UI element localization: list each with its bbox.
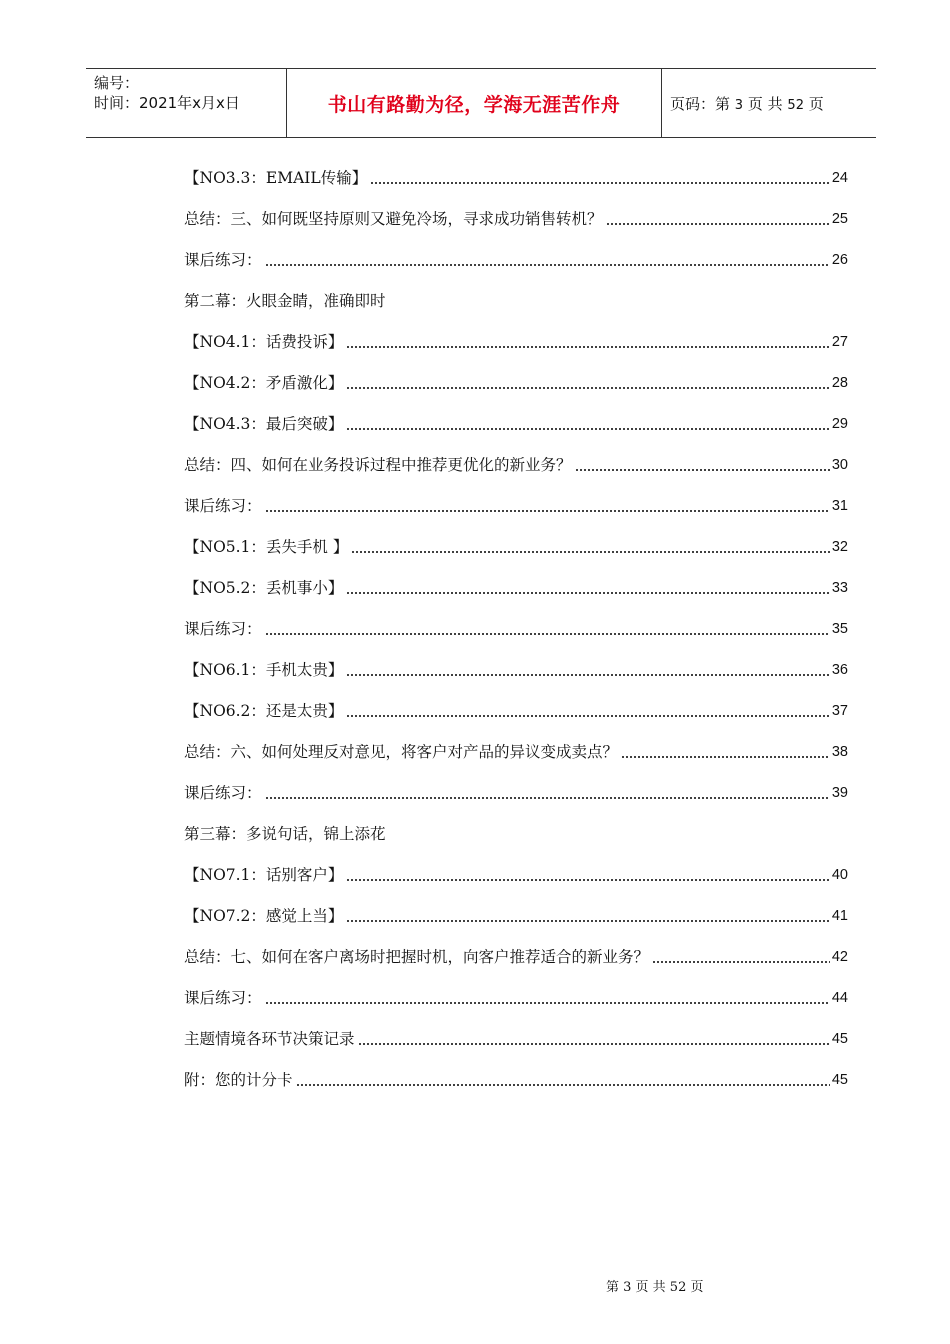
toc-entry[interactable]: [184, 617, 848, 658]
toc-entry[interactable]: [184, 207, 848, 248]
toc-entry-label: 【NO4.3：最后突破】: [184, 415, 344, 433]
toc-entry-label: 课后练习：: [184, 989, 262, 1007]
toc-dot-leader: [265, 986, 830, 1005]
page-mid: 页 共: [747, 95, 783, 113]
toc-entry-label: 总结：六、如何处理反对意见，将客户对产品的异议变成卖点？: [184, 743, 619, 761]
toc-entry-label: 课后练习：: [184, 497, 262, 515]
toc-entry-page: 31: [831, 498, 848, 514]
toc-dot-leader: [346, 576, 829, 595]
toc-entry-label: 第二幕：火眼金睛，准确即时: [184, 292, 386, 310]
toc-dot-leader: [296, 1068, 830, 1087]
toc-entry-page: 29: [831, 416, 848, 432]
toc-entry[interactable]: [184, 863, 848, 904]
header-page-number: [670, 93, 824, 114]
toc-dot-leader: [265, 248, 830, 267]
toc-dot-leader: [346, 904, 829, 923]
toc-entry-page: 27: [831, 334, 848, 350]
toc-entry-page: 45: [831, 1072, 848, 1088]
page-total: 52: [787, 98, 804, 113]
toc-entry-label: 【NO5.2：丢机事小】: [184, 579, 344, 597]
toc-entry-page: 44: [831, 990, 848, 1006]
toc-entry-label: 总结：三、如何既坚持原则又避免冷场，寻求成功销售转机？: [184, 210, 603, 228]
toc-entry[interactable]: [184, 986, 848, 1027]
toc-entry-page: 36: [831, 662, 848, 678]
toc-entry-label: 主题情境各环节决策记录: [184, 1030, 355, 1048]
toc-entry-label: 课后练习：: [184, 251, 262, 269]
toc-dot-leader: [265, 781, 830, 800]
toc-entry[interactable]: [184, 781, 848, 822]
serial-label: 编号：: [94, 74, 140, 92]
toc-entry-page: 45: [831, 1031, 848, 1047]
toc-dot-leader: [652, 945, 830, 964]
toc-entry-page: 41: [831, 908, 848, 924]
toc-dot-leader: [265, 494, 830, 513]
toc-entry-page: 37: [831, 703, 848, 719]
toc-dot-leader: [346, 863, 829, 882]
toc-entry[interactable]: [184, 822, 848, 863]
toc-dot-leader: [346, 658, 829, 677]
page-header: [86, 68, 876, 138]
toc-entry[interactable]: [184, 166, 848, 207]
toc-entry[interactable]: [184, 453, 848, 494]
toc-entry-label: 课后练习：: [184, 784, 262, 802]
toc-entry[interactable]: [184, 371, 848, 412]
toc-entry[interactable]: [184, 699, 848, 740]
toc-entry[interactable]: [184, 1027, 848, 1068]
toc-entry[interactable]: [184, 289, 848, 330]
toc-entry-label: 附：您的计分卡: [184, 1071, 293, 1089]
toc-entry-page: 38: [831, 744, 848, 760]
toc-entry[interactable]: [184, 904, 848, 945]
toc-entry-label: 【NO4.2：矛盾激化】: [184, 374, 344, 392]
header-motto-cell: [286, 69, 662, 137]
toc-entry-label: 总结：七、如何在客户离场时把握时机，向客户推荐适合的新业务？: [184, 948, 650, 966]
toc-dot-leader: [351, 535, 830, 554]
toc-entry-page: 28: [831, 375, 848, 391]
toc-entry-label: 【NO3.3：EMAIL传输】: [184, 169, 368, 187]
toc-entry-page: 26: [831, 252, 848, 268]
toc-dot-leader: [621, 740, 830, 759]
toc-entry-page: 35: [831, 621, 848, 637]
toc-entry-page: 33: [831, 580, 848, 596]
toc-entry[interactable]: [184, 740, 848, 781]
toc-dot-leader: [346, 371, 829, 390]
header-meta: [94, 73, 286, 113]
toc-dot-leader: [370, 166, 830, 185]
toc-entry[interactable]: [184, 330, 848, 371]
toc-entry-label: 【NO7.1：话别客户】: [184, 866, 344, 884]
toc-entry[interactable]: [184, 494, 848, 535]
toc-dot-leader: [575, 453, 830, 472]
toc-entry-page: 39: [831, 785, 848, 801]
toc-entry-page: 32: [831, 539, 848, 555]
table-of-contents: [184, 166, 848, 1109]
toc-entry[interactable]: [184, 248, 848, 289]
page-suffix: 页: [808, 95, 824, 113]
page-current: 3: [734, 98, 744, 113]
toc-entry[interactable]: [184, 945, 848, 986]
toc-dot-leader: [358, 1027, 830, 1046]
toc-entry-page: 42: [831, 949, 848, 965]
toc-entry[interactable]: [184, 535, 848, 576]
toc-entry[interactable]: [184, 658, 848, 699]
toc-entry-page: 25: [831, 211, 848, 227]
toc-entry-label: 【NO6.2：还是太贵】: [184, 702, 344, 720]
toc-entry-label: 【NO6.1：手机太贵】: [184, 661, 344, 679]
toc-entry[interactable]: [184, 412, 848, 453]
toc-entry-label: 总结：四、如何在业务投诉过程中推荐更优化的新业务？: [184, 456, 572, 474]
toc-entry-label: 【NO7.2：感觉上当】: [184, 907, 344, 925]
toc-dot-leader: [606, 207, 830, 226]
toc-dot-leader: [346, 699, 829, 718]
motto: 书山有路勤为径，学海无涯苦作舟: [327, 93, 621, 116]
toc-entry-page: 24: [831, 170, 848, 186]
toc-dot-leader: [346, 412, 829, 431]
toc-entry-label: 课后练习：: [184, 620, 262, 638]
toc-entry[interactable]: [184, 576, 848, 617]
page-prefix: 页码：第: [670, 95, 731, 113]
time-label: 时间：2021年x月x日: [94, 94, 240, 112]
toc-entry[interactable]: [184, 1068, 848, 1109]
toc-entry-page: 30: [831, 457, 848, 473]
toc-dot-leader: [265, 617, 830, 636]
toc-entry-label: 【NO4.1：话费投诉】: [184, 333, 344, 351]
toc-dot-leader: [346, 330, 829, 349]
toc-entry-label: 第三幕：多说句话，锦上添花: [184, 825, 386, 843]
page-footer: 第 3 页 共 52 页: [606, 1280, 704, 1295]
toc-entry-page: 40: [831, 867, 848, 883]
toc-entry-label: 【NO5.1：丢失手机 】: [184, 538, 349, 556]
